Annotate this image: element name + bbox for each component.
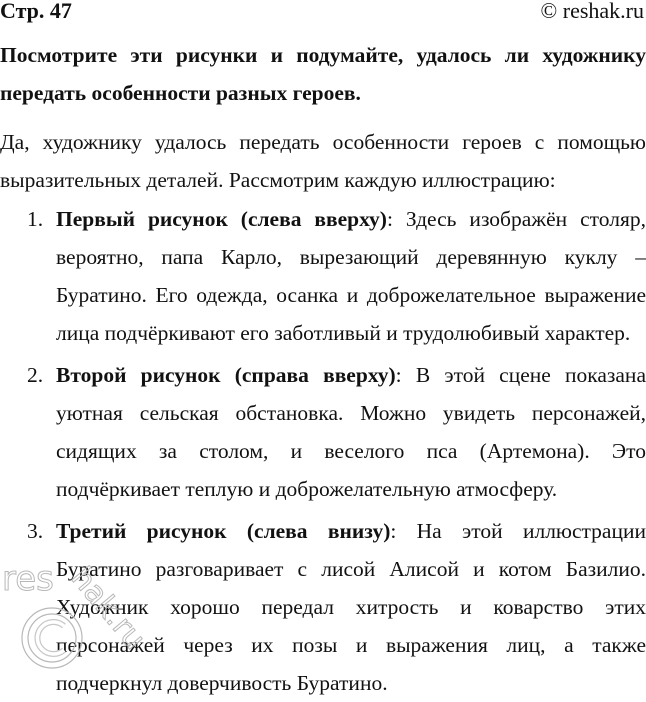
question-text: Посмотрите эти рисунки и подумайте, удалось ли художнику передать особенности разных героев. — [0, 43, 646, 105]
page-number: Стр. 47 — [0, 0, 72, 23]
page-header — [0, 0, 646, 30]
watermark-text: res — [2, 559, 54, 599]
item-text — [56, 356, 646, 508]
item-number: 2. — [27, 363, 44, 387]
item-text — [56, 200, 646, 352]
item-body: : На этой иллюстрации Буратино разговаривает с лисой Алисой и котом Базилио. Художник хорошо передал хитрость и коварство этих персонажей через их позы и выражения лиц, а также подчеркнул доверчивость Буратино. — [56, 519, 646, 695]
item-body: : В этой сцене показана уютная сельская обстановка. Можно увидеть персонажей, сидящих за столом, и веселого пса (Артемона). Это подчёркивает теплую и доброжелательную атмосферу. — [56, 363, 646, 501]
site-credit: © reshak.ru — [540, 0, 644, 23]
intro-text: Да, художнику удалось передать особенности героев с помощью выразительных деталей. Рассмотрим каждую иллюстрацию: — [0, 130, 646, 192]
item-title: Первый рисунок (слева вверху) — [56, 207, 387, 231]
item-body: : Здесь изображён столяр, вероятно, папа Карло, вырезающий деревянную куклу – Буратино. Его одежда, осанка и доброжелательное выражение лица подчёркивают его заботливый и трудолюбивый характер. — [56, 207, 646, 345]
item-number: 1. — [27, 207, 44, 231]
item-text — [56, 512, 646, 702]
svg-text:hak.ru: hak.ru — [63, 560, 153, 657]
item-number: 3. — [27, 519, 44, 543]
item-title: Второй рисунок (справа вверху) — [56, 363, 396, 387]
item-title: Третий рисунок (слева внизу) — [56, 519, 391, 543]
